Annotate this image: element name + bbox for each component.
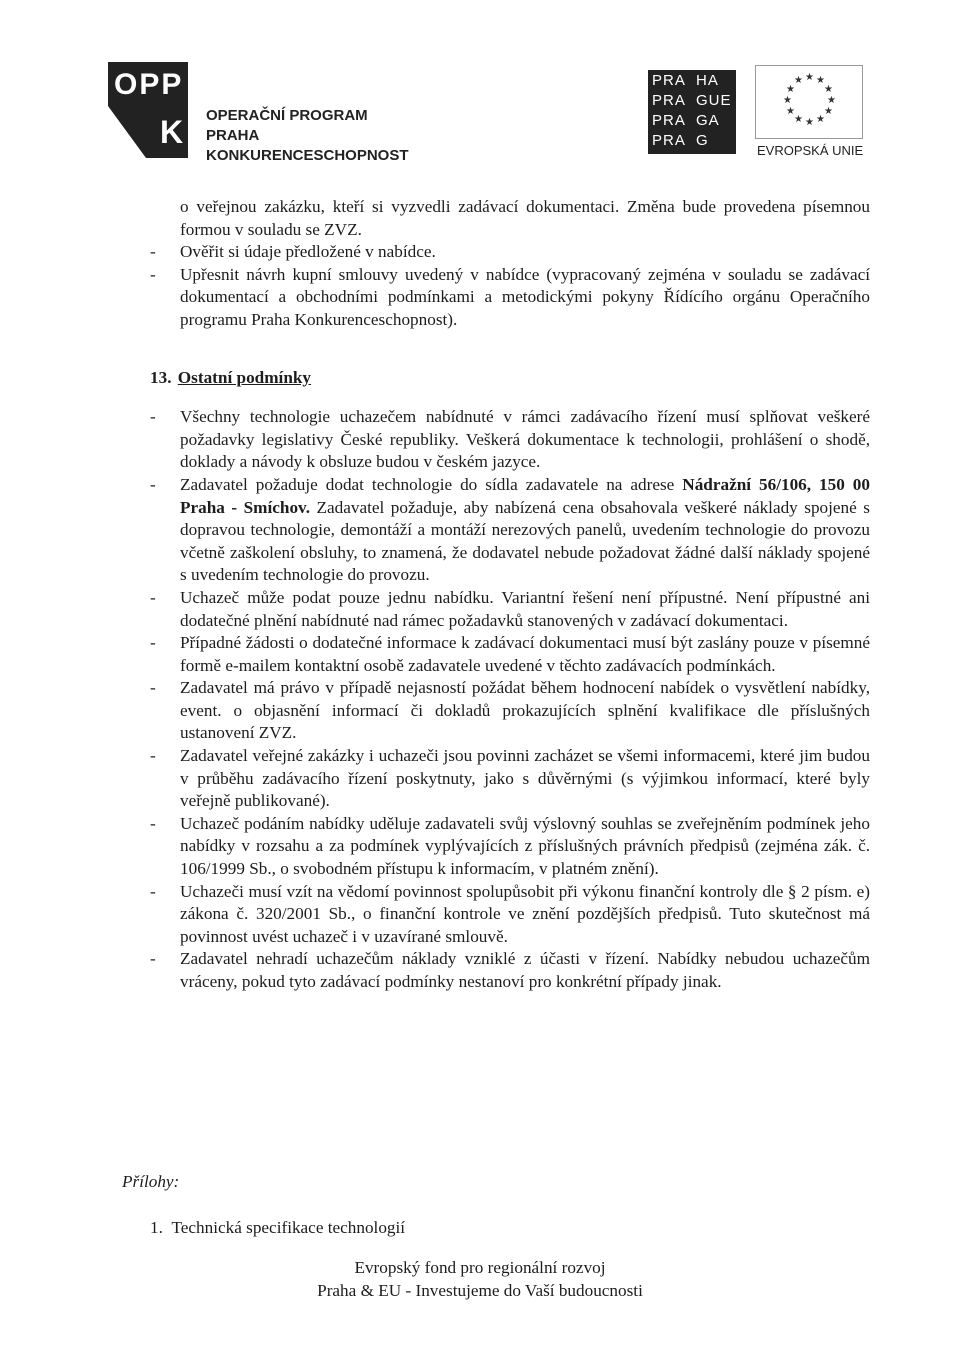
attachment-number: 1. bbox=[150, 1218, 163, 1237]
section-title: Ostatní podmínky bbox=[177, 367, 312, 387]
list-item-text: Uchazeči musí vzít na vědomí povinnost spolupůsobit při výkonu finanční kontroly dle § 2 písm. e) zákona č. 320/2001 Sb., o finanční kontrole ve znění pozdějších předpisů. Tuto skutečnost má povinnost uvést uchazeč i v uzavírané smlouvě. bbox=[180, 881, 870, 946]
list-dash: - bbox=[150, 264, 156, 284]
list-item bbox=[150, 241, 870, 264]
praha-logo-text: G bbox=[696, 132, 709, 149]
star-icon: ★ bbox=[786, 106, 795, 117]
list-item-text: Ověřit si údaje předložené v nabídce. bbox=[180, 242, 436, 262]
list-item-text: Upřesnit návrh kupní smlouvy uvedený v nabídce (vypracovaný zejména v souladu se zadávací dokumentací a obchodními podmínkami a metodickými pokyny Řídícího orgánu Operačního programu Praha Konkurenceschopnost). bbox=[180, 264, 870, 329]
list-dash: - bbox=[150, 949, 156, 969]
list-item bbox=[150, 632, 870, 677]
list-item-text: Uchazeč podáním nabídky uděluje zadavateli svůj výslovný souhlas se zveřejněním podmínek jeho nabídky v rozsahu a za podmínek vyplývajících z příslušných právních předpisů (zejména zák. č. 106/1999 Sb., o svobodném přístupu k informacím, v platném znění). bbox=[180, 813, 870, 879]
opp-logo-k: K bbox=[160, 114, 184, 150]
star-icon: ★ bbox=[824, 106, 833, 117]
list-item bbox=[150, 406, 870, 474]
continuation-paragraph: o veřejnou zakázku, kteří si vyzvedli zadávací dokumentaci. Změna bude provedena písemnou formou v souladu se ZVZ. bbox=[180, 197, 870, 239]
star-icon: ★ bbox=[805, 72, 814, 83]
praha-logo-text: GA bbox=[696, 112, 720, 129]
list-item bbox=[150, 881, 870, 949]
list-item-text: Zadavatel požaduje dodat technologie do sídla zadavatele na adrese bbox=[180, 474, 683, 494]
attachment-item bbox=[150, 1218, 405, 1238]
opp-logo-letters: OPP bbox=[114, 68, 184, 101]
list-item-text: Zadavatel požaduje, aby nabízená cena obsahovala veškeré náklady spojené s dopravou technologie, demontáží a montáží nerezových panelů, uvedením technologie do provozu včetně zaškolení obsluhy, to znamená, že dodavatel nebude požadovat žádné další náklady spojené s uvedením technologie do provozu. bbox=[180, 497, 870, 585]
list-item bbox=[150, 745, 870, 813]
star-icon: ★ bbox=[786, 84, 795, 95]
eu-label: EVROPSKÁ UNIE bbox=[757, 143, 864, 158]
star-icon: ★ bbox=[794, 75, 803, 86]
list-dash: - bbox=[150, 587, 156, 607]
list-item-text: Zadavatel má právo v případě nejasností požádat během hodnocení nabídek o vysvětlení nabídky, event. o objasnění informací či dokladů prokazujících splnění kvalifikace dle příslušných ustanovení ZVZ. bbox=[180, 678, 870, 743]
list-item bbox=[150, 587, 870, 632]
delivery-address: Nádražní 56/106, 150 00 Praha - Smíchov. bbox=[180, 474, 870, 517]
praha-logo-text: HA bbox=[696, 72, 719, 89]
footer-line2: Praha & EU - Investujeme do Vaší budoucnosti bbox=[317, 1281, 643, 1300]
page-footer bbox=[0, 1256, 960, 1302]
praha-logo-text: GUE bbox=[696, 92, 732, 109]
section-number: 13. bbox=[150, 367, 172, 387]
list-item bbox=[150, 474, 870, 587]
list-dash: - bbox=[150, 633, 156, 653]
list-dash: - bbox=[150, 813, 156, 833]
list-item bbox=[150, 948, 870, 993]
list-item-text: Případné žádosti o dodatečné informace k zadávací dokumentaci musí být zaslány pouze v písemné formě e-mailem kontaktní osobě zadavatele uvedené v těchto zadávacích podmínkách. bbox=[180, 633, 870, 675]
attachments-label: Přílohy: bbox=[122, 1172, 180, 1191]
star-icon: ★ bbox=[794, 114, 803, 125]
list-item bbox=[150, 813, 870, 881]
star-icon: ★ bbox=[824, 84, 833, 95]
list-item-text: Zadavatel nehradí uchazečům náklady vzniklé z účasti v řízení. Nabídky nebudou uchazečům vráceny, pokud tyto zadávací podmínky nestanoví pro konkrétní případy jinak. bbox=[180, 949, 870, 991]
opp-program-line1: OPERAČNÍ PROGRAM PRAHA bbox=[206, 107, 368, 144]
praha-logo-text: PRA bbox=[652, 112, 686, 129]
star-icon: ★ bbox=[816, 114, 825, 125]
star-icon: ★ bbox=[827, 95, 836, 106]
list-dash: - bbox=[150, 678, 156, 698]
list-dash: - bbox=[150, 881, 156, 901]
list-dash: - bbox=[150, 242, 156, 262]
eu-logo bbox=[755, 65, 865, 160]
list-dash: - bbox=[150, 746, 156, 766]
list-item-text: Všechny technologie uchazečem nabídnuté v rámci zadávacího řízení musí splňovat veškeré požadavky legislativy České republiky. Veškerá dokumentace k technologii, prohlášení o shodě, doklady a návody k obsluze budou v českém jazyce. bbox=[180, 407, 870, 472]
attachment-title: Technická specifikace technologií bbox=[171, 1218, 406, 1237]
eu-flag bbox=[755, 65, 863, 139]
list-item bbox=[150, 264, 870, 332]
praha-logo bbox=[648, 70, 744, 154]
opp-logo bbox=[108, 62, 408, 162]
praha-logo-text: PRA bbox=[652, 92, 686, 109]
praha-logo-text: PRA bbox=[652, 72, 686, 89]
star-icon: ★ bbox=[783, 95, 792, 106]
list-dash: - bbox=[150, 474, 156, 494]
list-dash: - bbox=[150, 407, 156, 427]
list-item bbox=[150, 677, 870, 745]
star-icon: ★ bbox=[805, 117, 814, 128]
footer-line1: Evropský fond pro regionální rozvoj bbox=[354, 1258, 606, 1277]
opp-program-line2: KONKURENCESCHOPNOST bbox=[206, 147, 409, 164]
list-item-text: Uchazeč může podat pouze jednu nabídku. Variantní řešení není přípustné. Není přípustné ani dodatečné plnění nabídnuté nad rámec požadavků stanovených v zadávací dokumentaci. bbox=[180, 587, 870, 630]
star-icon: ★ bbox=[816, 75, 825, 86]
document-body bbox=[150, 196, 870, 994]
page-header bbox=[0, 0, 960, 170]
praha-logo-text: PRA bbox=[652, 132, 686, 149]
opp-program-name bbox=[206, 106, 409, 166]
list-item-text: Zadavatel veřejné zakázky i uchazeči jsou povinni zacházet se všemi informacemi, které jim budou v průběhu zadávacího řízení poskytnuty, jako s důvěrnými (s výjimkou informací, které byly veřejně publikované). bbox=[180, 746, 870, 811]
section-heading bbox=[150, 367, 870, 390]
